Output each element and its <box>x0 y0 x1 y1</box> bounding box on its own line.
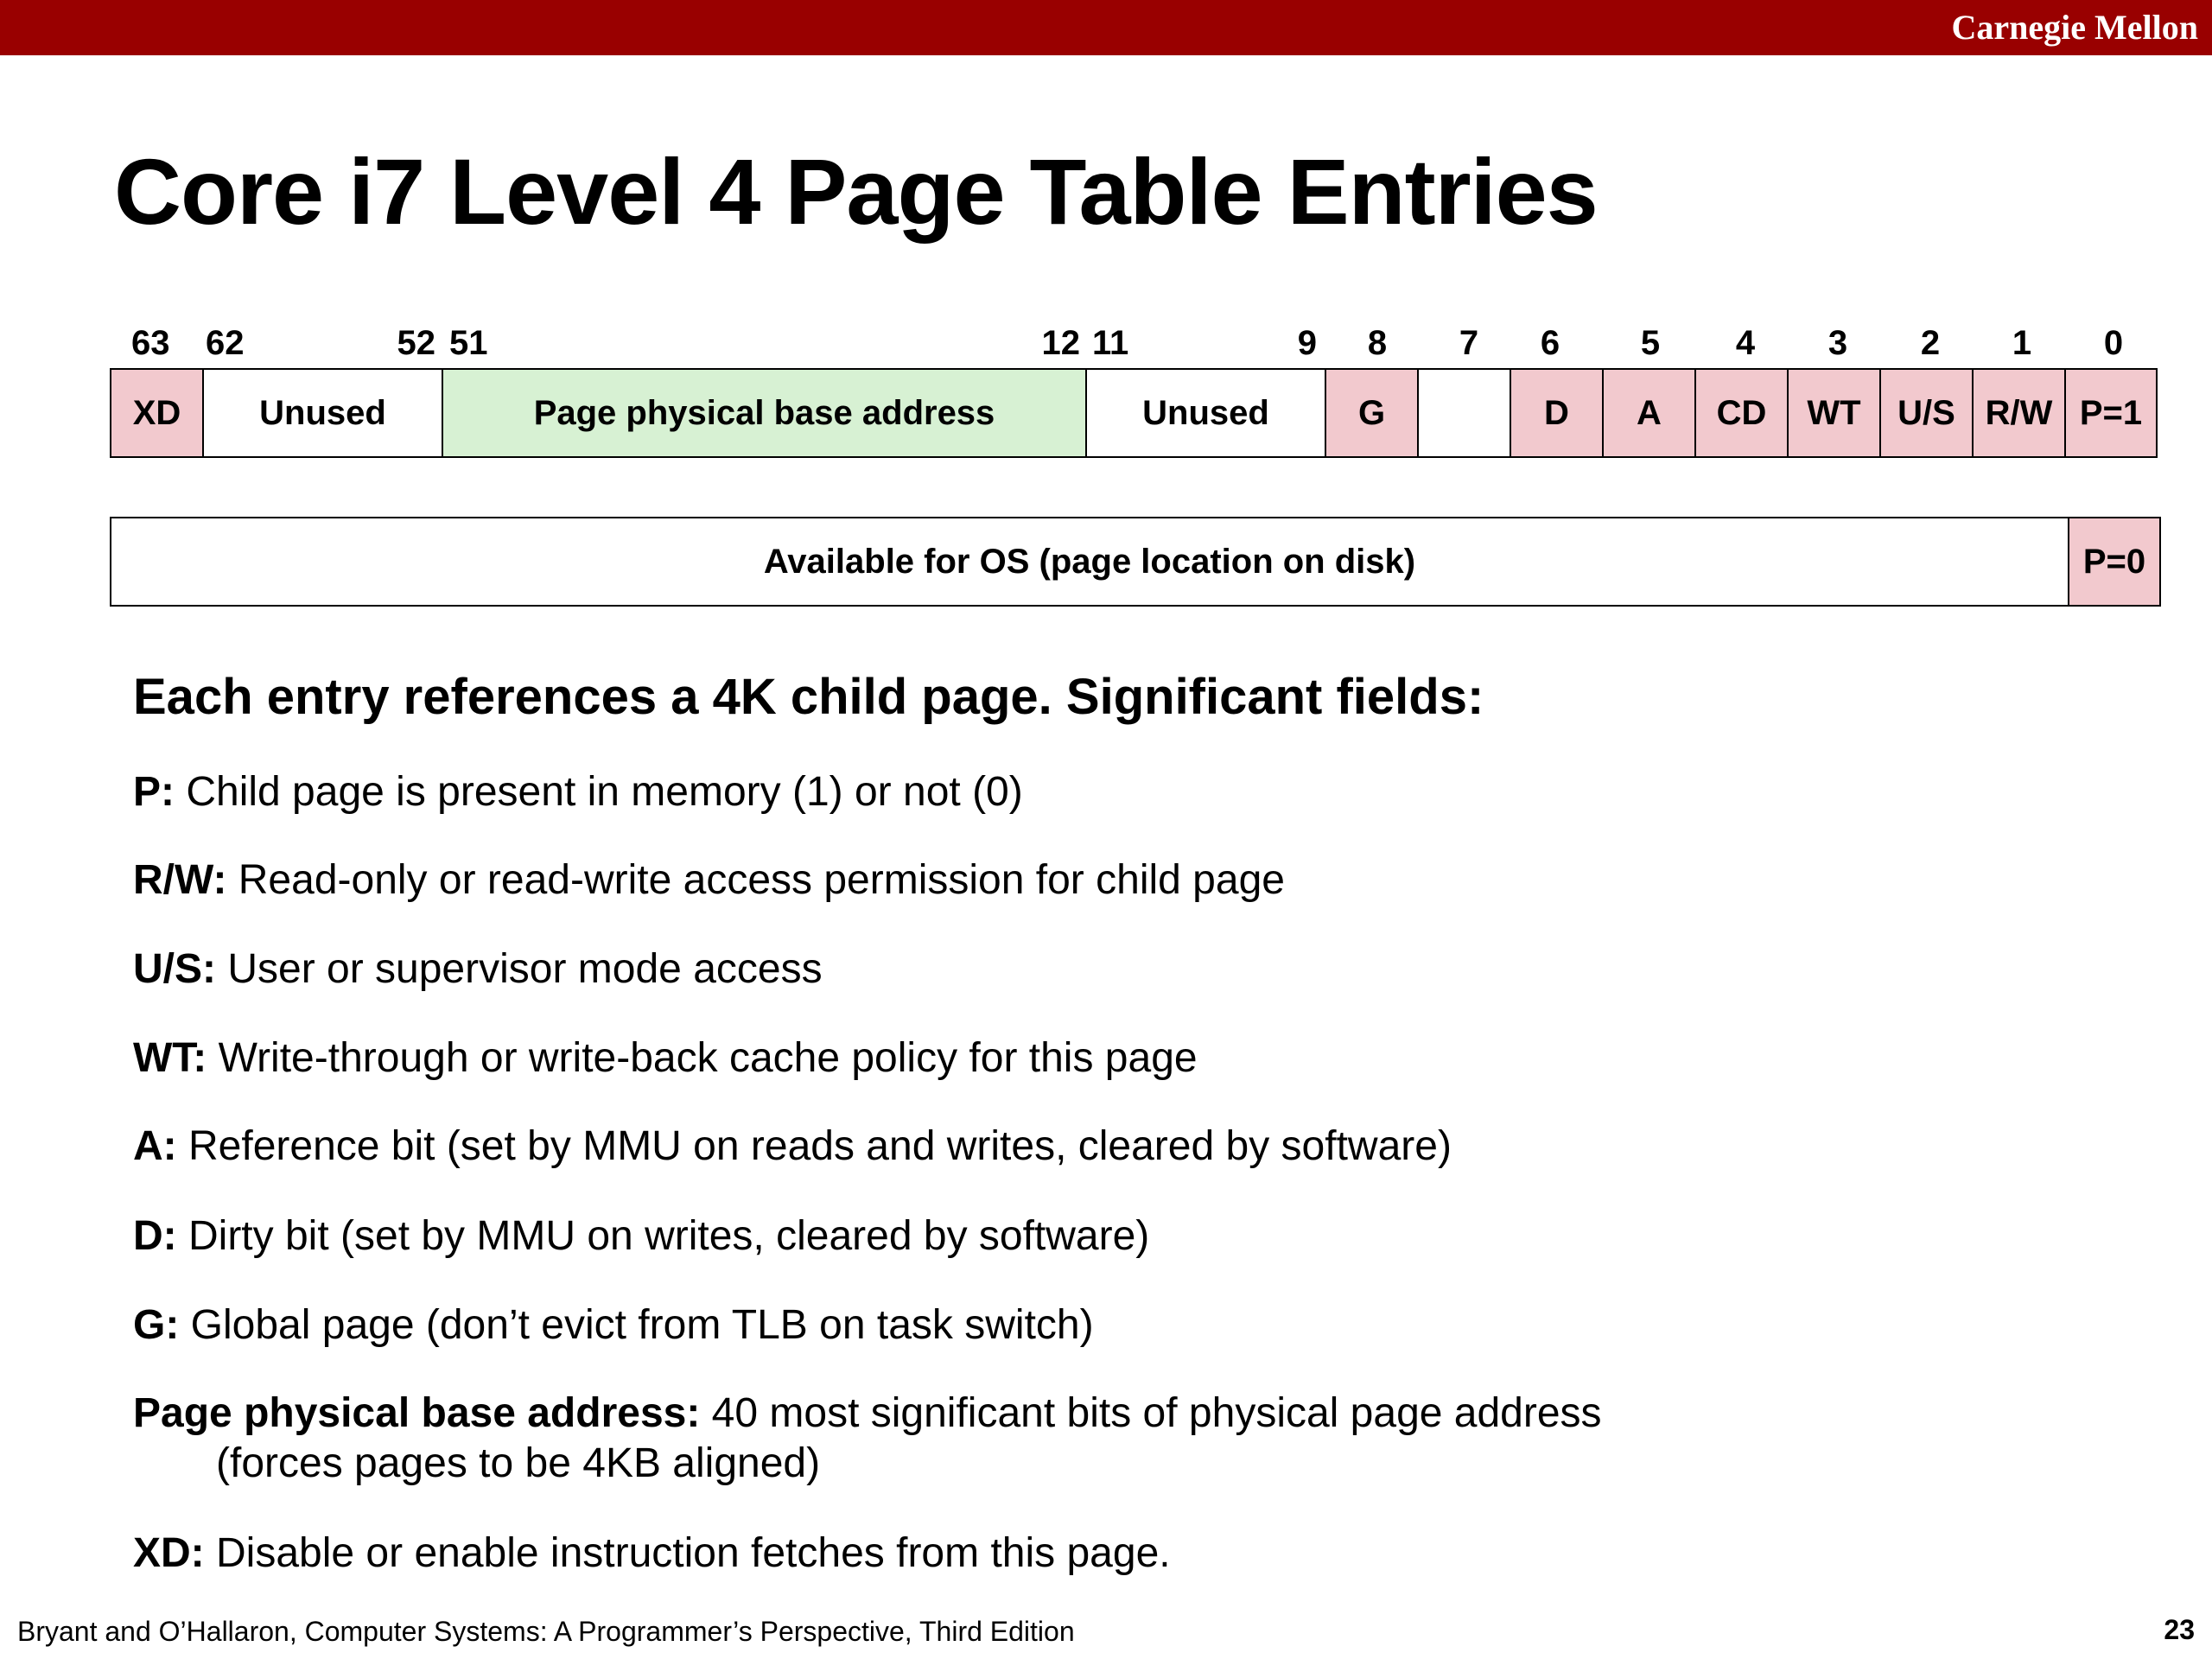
bit-number: 12 <box>1041 324 1080 362</box>
slide-title: Core i7 Level 4 Page Table Entries <box>114 139 1598 244</box>
bit-number: 4 <box>1735 324 1756 362</box>
bit-number: 6 <box>1540 324 1560 362</box>
definition-text: Disable or enable instruction fetches from this page. <box>204 1530 1171 1576</box>
field-a: A <box>1602 368 1696 458</box>
bit-number: 52 <box>397 324 435 362</box>
definition-term: P: <box>133 769 175 815</box>
footer-citation: Bryant and O’Hallaron, Computer Systems: A Programmer’s Perspective, Third Edition <box>17 1616 1075 1647</box>
pte-present-row <box>110 368 2158 458</box>
field-g: G <box>1325 368 1419 458</box>
field-rw: R/W <box>1972 368 2066 458</box>
definition-text: User or supervisor mode access <box>216 946 823 992</box>
field-d: D <box>1510 368 1604 458</box>
bit-number: 11 <box>1092 324 1129 362</box>
definition-text: Read-only or read-write access permission for child page <box>226 857 1285 903</box>
field-page-base-address: Page physical base address <box>442 368 1087 458</box>
definition-text: Global page (don’t evict from TLB on task switch) <box>179 1302 1094 1348</box>
definition-continuation: (forces pages to be 4KB aligned) <box>216 1440 821 1486</box>
definition-xd <box>133 1529 1171 1579</box>
definition-page-base-address <box>133 1389 1602 1489</box>
definition-text: Child page is present in memory (1) or not (0) <box>175 769 1023 815</box>
bit-number: 9 <box>1297 324 1317 362</box>
field-bit7 <box>1417 368 1511 458</box>
brand-label: Carnegie Mellon <box>1951 8 2198 47</box>
definition-d <box>133 1211 1149 1262</box>
bit-number: 3 <box>1827 324 1848 362</box>
definition-term: Page physical base address: <box>133 1390 701 1436</box>
field-wt: WT <box>1787 368 1881 458</box>
definition-term: U/S: <box>133 946 216 992</box>
section-heading: Each entry references a 4K child page. Significant fields: <box>133 669 1484 725</box>
definition-text: Write-through or write-back cache policy for this page <box>207 1035 1198 1081</box>
definition-term: R/W: <box>133 857 227 903</box>
bit-number: 8 <box>1367 324 1388 362</box>
bit-number: 5 <box>1640 324 1661 362</box>
definition-term: XD: <box>133 1530 205 1576</box>
field-p0: P=0 <box>2068 517 2161 607</box>
definition-text: Dirty bit (set by MMU on writes, cleared by software) <box>176 1213 1150 1259</box>
definition-p <box>133 767 1023 817</box>
definition-term: G: <box>133 1302 180 1348</box>
definition-term: D: <box>133 1213 177 1259</box>
definition-term: A: <box>133 1123 177 1169</box>
bit-number: 1 <box>2012 324 2032 362</box>
pte-absent-row <box>110 517 2161 607</box>
bit-number: 51 <box>449 324 488 362</box>
field-us: U/S <box>1879 368 1974 458</box>
definition-term: WT: <box>133 1035 207 1081</box>
header-bar <box>0 0 2212 55</box>
field-unused-low: Unused <box>1085 368 1326 458</box>
bit-number: 63 <box>131 324 170 362</box>
page-number: 23 <box>2164 1614 2195 1645</box>
field-p1: P=1 <box>2064 368 2158 458</box>
field-cd: CD <box>1694 368 1789 458</box>
definition-g <box>133 1300 1094 1351</box>
field-available-for-os: Available for OS (page location on disk) <box>110 517 2069 607</box>
field-xd: XD <box>110 368 204 458</box>
definition-text: Reference bit (set by MMU on reads and writes, cleared by software) <box>176 1123 1452 1169</box>
definition-text: 40 most significant bits of physical page address <box>700 1390 1602 1436</box>
bit-number: 62 <box>206 324 245 362</box>
bit-number: 7 <box>1459 324 1479 362</box>
field-unused-high: Unused <box>202 368 443 458</box>
definition-a <box>133 1122 1452 1172</box>
definition-wt <box>133 1033 1198 1084</box>
definition-rw <box>133 855 1285 906</box>
definition-us <box>133 944 823 995</box>
bit-number: 0 <box>2103 324 2124 362</box>
bit-number: 2 <box>1920 324 1941 362</box>
